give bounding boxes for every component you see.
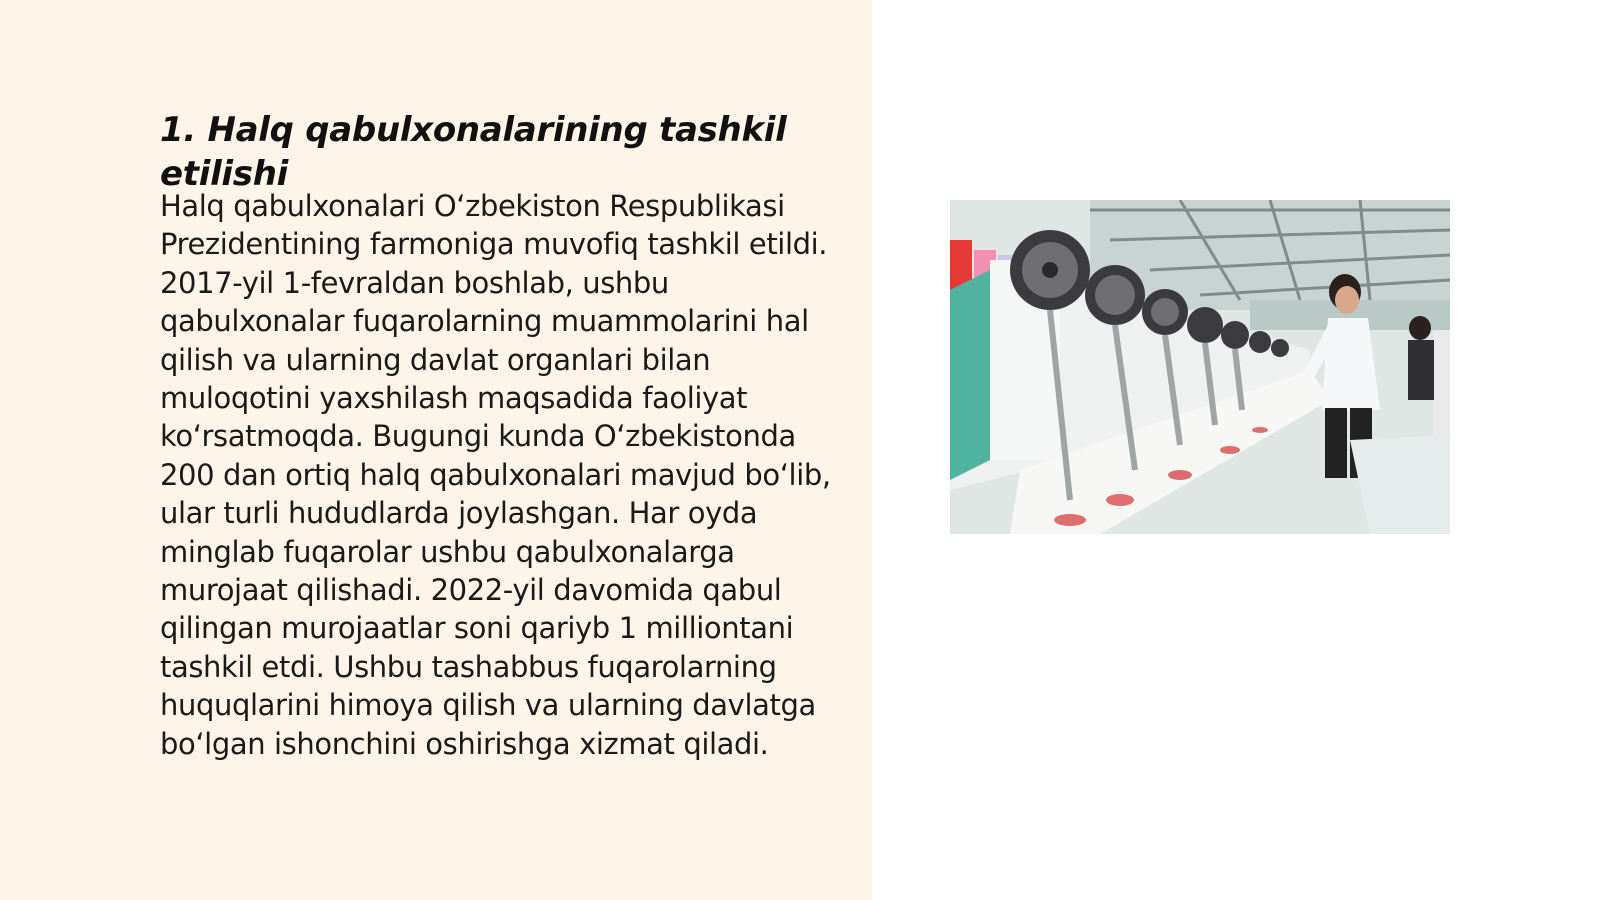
slide-title: 1. Halq qabulxonalarining tashkil etilishi — [160, 110, 787, 194]
slide-body-text: Halq qabulxonalari O‘zbekiston Respublikasi Prezidentining farmoniga muvofiq tashkil etildi. 2017-yil 1-fevraldan boshlab, ushbu qabulxonalar fuqarolarning muammolarini hal qilish va ularning davlat organlari bilan muloqotini yaxshilash maqsadida faoliyat ko‘rsatmoqda. Bugungi kunda O‘zbekistonda 200 dan ortiq halq qabulxonalari mavjud bo‘lib, ular turli hududlarda joylashgan. Har oyda minglab fuqarolar ushbu qabulxonalarga murojaat qilishadi. 2022-yil davomida qabul qilingan murojaatlar soni qariyb 1 milliontani tashkil etdi. Ushbu tashabbus fuqarolarning huquqlarini himoya qilish va ularning davlatga bo‘lgan ishonchini oshirishga xizmat qiladi. — [160, 189, 831, 761]
factory-photo — [950, 200, 1450, 534]
